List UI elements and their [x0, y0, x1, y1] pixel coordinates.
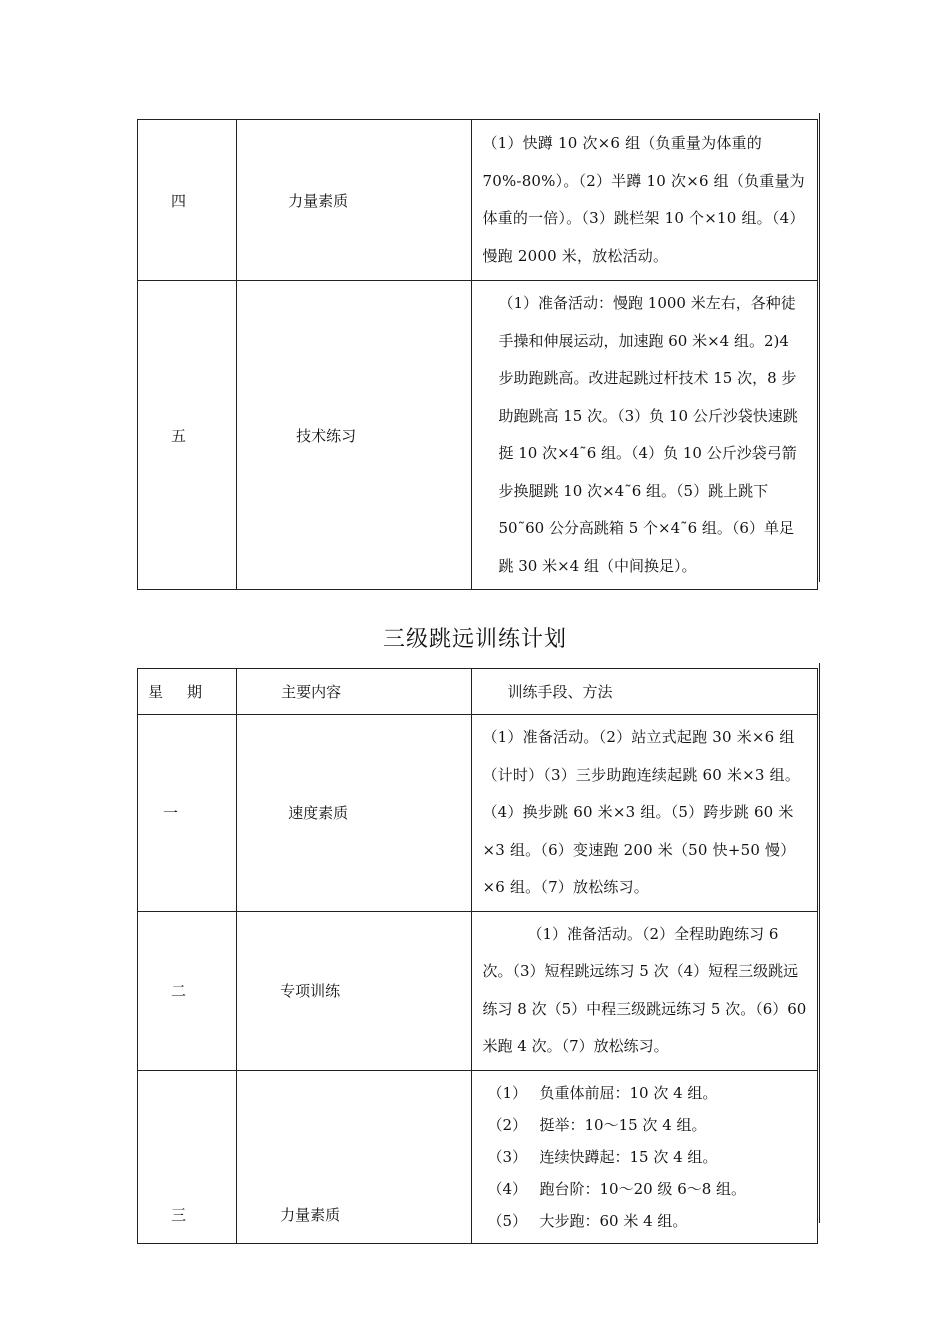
page-title: 三级跳远训练计划 — [382, 627, 567, 652]
list-item: （4） 跑台阶：10～20 级 6～8 组。 — [487, 1179, 747, 1198]
table-right-border — [819, 113, 820, 582]
day-cell: 五 — [138, 281, 237, 590]
day-cell: 一 — [138, 715, 237, 912]
main-content-cell: 技术练习 — [237, 281, 472, 590]
day-cell: 二 — [138, 911, 237, 1070]
list-item: （5） 大步跑：60 米 4 组。 — [487, 1211, 688, 1230]
header-method: 训练手段、方法 — [472, 669, 818, 715]
header-row — [138, 669, 818, 715]
method-cell: （1）准备活动：慢跑 1000 米左右，各种徒手操和伸展运动，加速跑 60 米×4 组。2)4 步助跑跳高。改进起跳过杆技术 15 次，8 步助跑跳高 15 次。（3）负 10 公斤沙袋快速跳挺 10 次×4˜6 组。（4）负 10 公斤沙袋弓箭步换腿跳 10 次×4˜6 组。（5）跳上跳下 50˜60 公分高跳箱 5 个×4˜6 组。（6）单足跳 30 米×4 组（中间换足）。 — [472, 281, 818, 590]
list-item: （1） 负重体前屈：10 次 4 组。 — [487, 1083, 718, 1102]
table-row — [138, 281, 818, 590]
day-cell: 三 — [138, 1070, 237, 1243]
method-cell: （1）准备活动。（2）全程助跑练习 6 次。（3）短程跳远练习 5 次（4）短程三级跳远练习 8 次（5）中程三级跳远练习 5 次。（6）60 米跑 4 次。（7）放松练习。 — [472, 911, 818, 1070]
training-table-2 — [137, 668, 818, 1244]
table-right-border — [819, 663, 820, 1223]
list-item: （2） 挺举：10～15 次 4 组。 — [487, 1115, 707, 1134]
main-content-cell: 力量素质 — [237, 120, 472, 281]
table-row — [138, 120, 818, 281]
day-cell: 四 — [138, 120, 237, 281]
header-main-content: 主要内容 — [237, 669, 472, 715]
header-day: 星 期 — [138, 669, 237, 715]
method-cell: （1）准备活动。（2）站立式起跑 30 米×6 组（计时）（3）三步助跑连续起跳 60 米×3 组。（4）换步跳 60 米×3 组。（5）跨步跳 60 米×3 组。（6）变速跑 200 米（50 快+50 慢）×6 组。（7）放松练习。 — [472, 715, 818, 912]
list-item: （3） 连续快蹲起：15 次 4 组。 — [487, 1147, 718, 1166]
table-row — [138, 1070, 818, 1243]
table-row — [138, 911, 818, 1070]
main-content-cell: 速度素质 — [237, 715, 472, 912]
main-content-cell: 专项训练 — [237, 911, 472, 1070]
method-cell — [472, 1070, 818, 1243]
training-table-1 — [137, 119, 818, 590]
main-content-cell: 力量素质 — [237, 1070, 472, 1243]
method-cell: （1）快蹲 10 次×6 组（负重量为体重的70%-80%）。（2）半蹲 10 次×6 组（负重量为体重的一倍）。（3）跳栏架 10 个×10 组。（4）慢跑 2000 米，放松活动。 — [472, 120, 818, 281]
table-row — [138, 715, 818, 912]
